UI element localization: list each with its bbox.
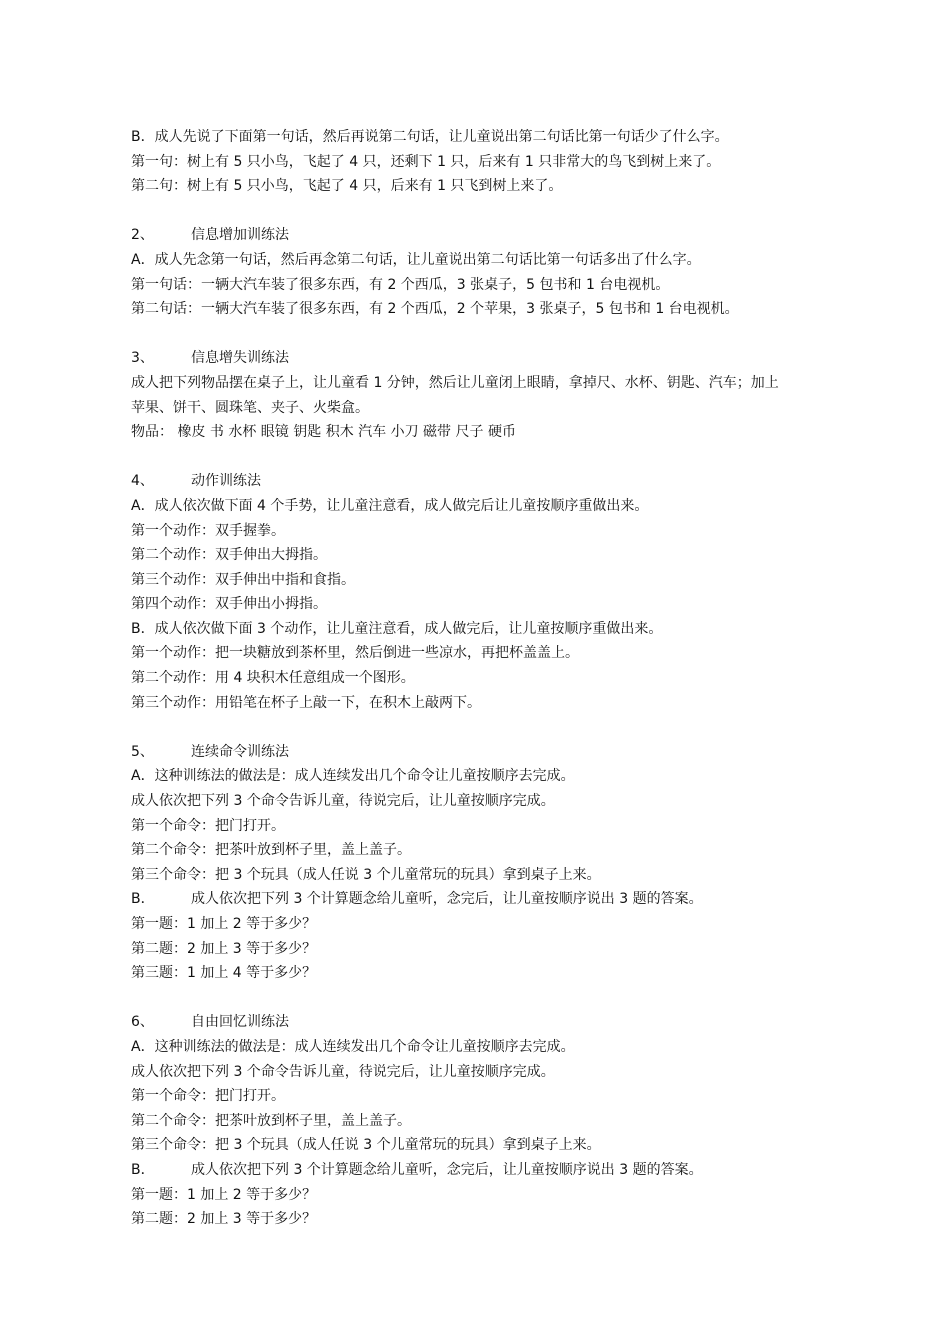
s2-number: 2、 [131,227,154,244]
s5-b-text: 成人依次把下列 3 个计算题念给儿童听，念完后，让儿童按顺序说出 3 题的答案。 [191,891,703,908]
list-item: 第一个命令：把门打开。 [131,817,285,834]
list-item: 第三个动作：用铅笔在杯子上敲一下，在积木上敲两下。 [131,694,481,711]
s6-b-label: B． [131,1161,155,1178]
list-item: 第二题：2 加上 3 等于多少？ [131,940,317,957]
list-item: 第三个命令：把 3 个玩具（成人任说 3 个儿童常玩的玩具）拿到桌子上来。 [131,1137,601,1154]
s2-heading [131,223,871,248]
s4-a-title: A．成人依次做下面 4 个手势，让儿童注意看，成人做完后让儿童按顺序重做出来。 [131,497,649,514]
list-item: 第一个动作：双手握拳。 [131,522,285,539]
list-item: 第一个动作：把一块糖放到茶杯里，然后倒进一些凉水，再把杯盖盖上。 [131,645,579,662]
list-item: 第三个动作：双手伸出中指和食指。 [131,571,355,588]
list-item: 第二个动作：用 4 块积木任意组成一个图形。 [131,670,415,687]
s5-a-title: A．这种训练法的做法是：成人连续发出几个命令让儿童按顺序去完成。 [131,768,575,785]
list-item: 第四个动作：双手伸出小拇指。 [131,596,327,613]
s4-b-title: B．成人依次做下面 3 个动作，让儿童注意看，成人做完后，让儿童按顺序重做出来。 [131,620,663,637]
s6-a-intro: 成人依次把下列 3 个命令告诉儿童，待说完后，让儿童按顺序完成。 [131,1063,555,1080]
s3-items: 物品： 橡皮 书 水杯 眼镜 钥匙 积木 汽车 小刀 磁带 尺子 硬币 [131,424,516,441]
s4-number: 4、 [131,473,154,490]
s5-a-intro: 成人依次把下列 3 个命令告诉儿童，待说完后，让儿童按顺序完成。 [131,793,555,810]
s1-sentence-2: 第二句：树上有 5 只小鸟，飞起了 4 只，后来有 1 只飞到树上来了。 [131,178,563,195]
spacer [131,322,871,347]
list-item: 第二题：2 加上 3 等于多少？ [131,1211,317,1228]
spacer [131,445,871,470]
s5-heading [131,740,871,765]
s3-title: 信息增失训练法 [191,350,289,367]
s3-paragraph-line-1: 成人把下列物品摆在桌子上，让儿童看 1 分钟，然后让儿童闭上眼睛，拿掉尺、水杯、钥匙、汽车；加上 [131,374,779,391]
s5-title: 连续命令训练法 [191,743,289,760]
s6-a-title: A．这种训练法的做法是：成人连续发出几个命令让儿童按顺序去完成。 [131,1038,575,1055]
list-item: 第一题：1 加上 2 等于多少？ [131,1186,317,1203]
s2-title: 信息增加训练法 [191,227,289,244]
list-item: 第二个动作：双手伸出大拇指。 [131,547,327,564]
list-item: 第一个命令：把门打开。 [131,1088,285,1105]
s5-b-title [131,887,871,912]
s5-number: 5、 [131,743,154,760]
s2-sentence-2: 第二句话：一辆大汽车装了很多东西，有 2 个西瓜，2 个苹果，3 张桌子，5 包书和 1 台电视机。 [131,301,739,318]
spacer [131,986,871,1011]
s6-heading [131,1010,871,1035]
s6-b-text: 成人依次把下列 3 个计算题念给儿童听，念完后，让儿童按顺序说出 3 题的答案。 [191,1161,703,1178]
list-item: 第二个命令：把茶叶放到杯子里，盖上盖子。 [131,842,411,859]
s3-heading [131,346,871,371]
list-item: 第三个命令：把 3 个玩具（成人任说 3 个儿童常玩的玩具）拿到桌子上来。 [131,866,601,883]
list-item: 第一题：1 加上 2 等于多少？ [131,916,317,932]
list-item: 第二个命令：把茶叶放到杯子里，盖上盖子。 [131,1112,411,1129]
list-item: 第三题：1 加上 4 等于多少？ [131,965,317,982]
s6-title: 自由回忆训练法 [191,1014,289,1031]
s4-heading [131,469,871,494]
s6-b-title [131,1158,871,1183]
s2-sentence-1: 第一句话：一辆大汽车装了很多东西，有 2 个西瓜，3 张桌子，5 包书和 1 台电视机。 [131,276,670,293]
s2-a-title: A．成人先念第一句话，然后再念第二句话，让儿童说出第二句话比第一句话多出了什么字。 [131,251,701,268]
s5-b-label: B． [131,891,155,908]
document-page [131,125,871,1232]
s1-b-title: B．成人先说了下面第一句话，然后再说第二句话，让儿童说出第二句话比第一句话少了什么字。 [131,129,729,145]
s4-title: 动作训练法 [191,473,261,490]
spacer [131,715,871,740]
spacer [131,199,871,224]
s3-paragraph-line-2: 苹果、饼干、圆珠笔、夹子、火柴盒。 [131,399,369,416]
s1-sentence-1: 第一句：树上有 5 只小鸟，飞起了 4 只，还剩下 1 只，后来有 1 只非常大的鸟飞到树上来了。 [131,153,721,170]
s6-number: 6、 [131,1014,154,1031]
s3-number: 3、 [131,350,154,367]
